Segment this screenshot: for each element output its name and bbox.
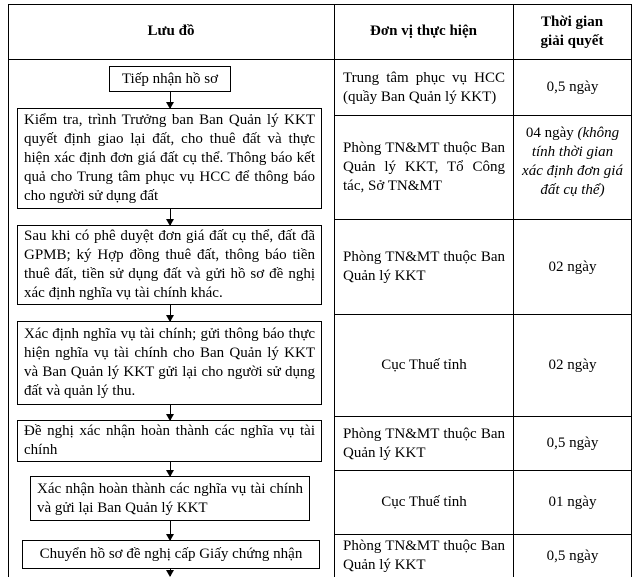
unit-row-6: Cục Thuế tỉnh <box>381 494 467 510</box>
flow-step-6: Xác nhận hoàn thành các nghĩa vụ tài chính và gửi lại Ban Quản lý KKT <box>30 476 310 521</box>
time-row-2 <box>514 116 631 219</box>
time-row-6: 01 ngày <box>548 494 597 510</box>
unit-row-4: Cục Thuế tỉnh <box>381 357 467 373</box>
flow-arrow <box>170 521 171 540</box>
unit-row-7: Phòng TN&MT thuộc Ban Quản lý KKT <box>343 538 505 573</box>
header-time-line2: giải quyết <box>540 32 604 49</box>
unit-row-2: Phòng TN&MT thuộc Ban Quản lý KKT, Tổ Công tác, Sở TN&MT <box>343 140 505 194</box>
flow-step-7: Chuyển hồ sơ đề nghị cấp Giấy chứng nhận <box>22 540 320 569</box>
flow-step-3: Sau khi có phê duyệt đơn giá đất cụ thể, đất đã GPMB; ký Hợp đồng thuê đất, thông báo tiền thuê đất, tiền sử dụng đất và gửi hồ sơ đề nghị xác định nghĩa vụ tài chính khác. <box>17 225 322 305</box>
unit-row-3: Phòng TN&MT thuộc Ban Quản lý KKT <box>343 249 505 284</box>
time-row-7: 0,5 ngày <box>546 547 599 564</box>
flow-arrow <box>170 462 171 476</box>
flow-arrow <box>170 405 171 420</box>
table-grid <box>8 4 632 577</box>
header-time-line1: Thời gian <box>540 13 604 30</box>
time-row-2-value: 04 ngày <box>525 125 574 141</box>
time-row-5: 0,5 ngày <box>546 435 599 451</box>
header-flowchart: Lưu đồ <box>147 23 195 39</box>
flow-step-2: Kiểm tra, trình Trưởng ban Ban Quản lý KKT quyết định giao lại đất, cho thuê đất và thực hiện xác định đơn giá đất cụ thể. Thông báo kết quả cho Trung tâm phục vụ HCC để thông báo cho người sử dụng đất <box>17 108 322 209</box>
time-row-1: 0,5 ngày <box>546 79 599 95</box>
time-row-4: 02 ngày <box>548 357 597 373</box>
time-row-3: 02 ngày <box>548 258 597 275</box>
header-time <box>513 4 631 59</box>
unit-row-1: Trung tâm phục vụ HCC (quầy Ban Quản lý KKT) <box>343 69 505 105</box>
flow-arrow <box>170 569 171 576</box>
flow-arrow <box>170 209 171 225</box>
unit-row-5: Phòng TN&MT thuộc Ban Quản lý KKT <box>343 425 505 461</box>
flow-arrow <box>170 92 171 108</box>
table-border-right <box>631 4 632 577</box>
flow-arrow <box>170 305 171 321</box>
flow-step-1: Tiếp nhận hồ sơ <box>109 66 231 92</box>
header-unit: Đơn vị thực hiện <box>370 23 477 39</box>
table-border-left <box>8 4 9 577</box>
time-row-2-note: (không tính thời gian xác định đơn giá đất cụ thể) <box>522 125 623 198</box>
flow-step-4: Xác định nghĩa vụ tài chính; gửi thông báo thực hiện nghĩa vụ tài chính cho Ban Quản lý KKT và Ban Quản lý KKT gửi lại cho người sử dụng đất và quản lý thu. <box>17 321 322 405</box>
flow-step-5: Đề nghị xác nhận hoàn thành các nghĩa vụ tài chính <box>17 420 322 462</box>
